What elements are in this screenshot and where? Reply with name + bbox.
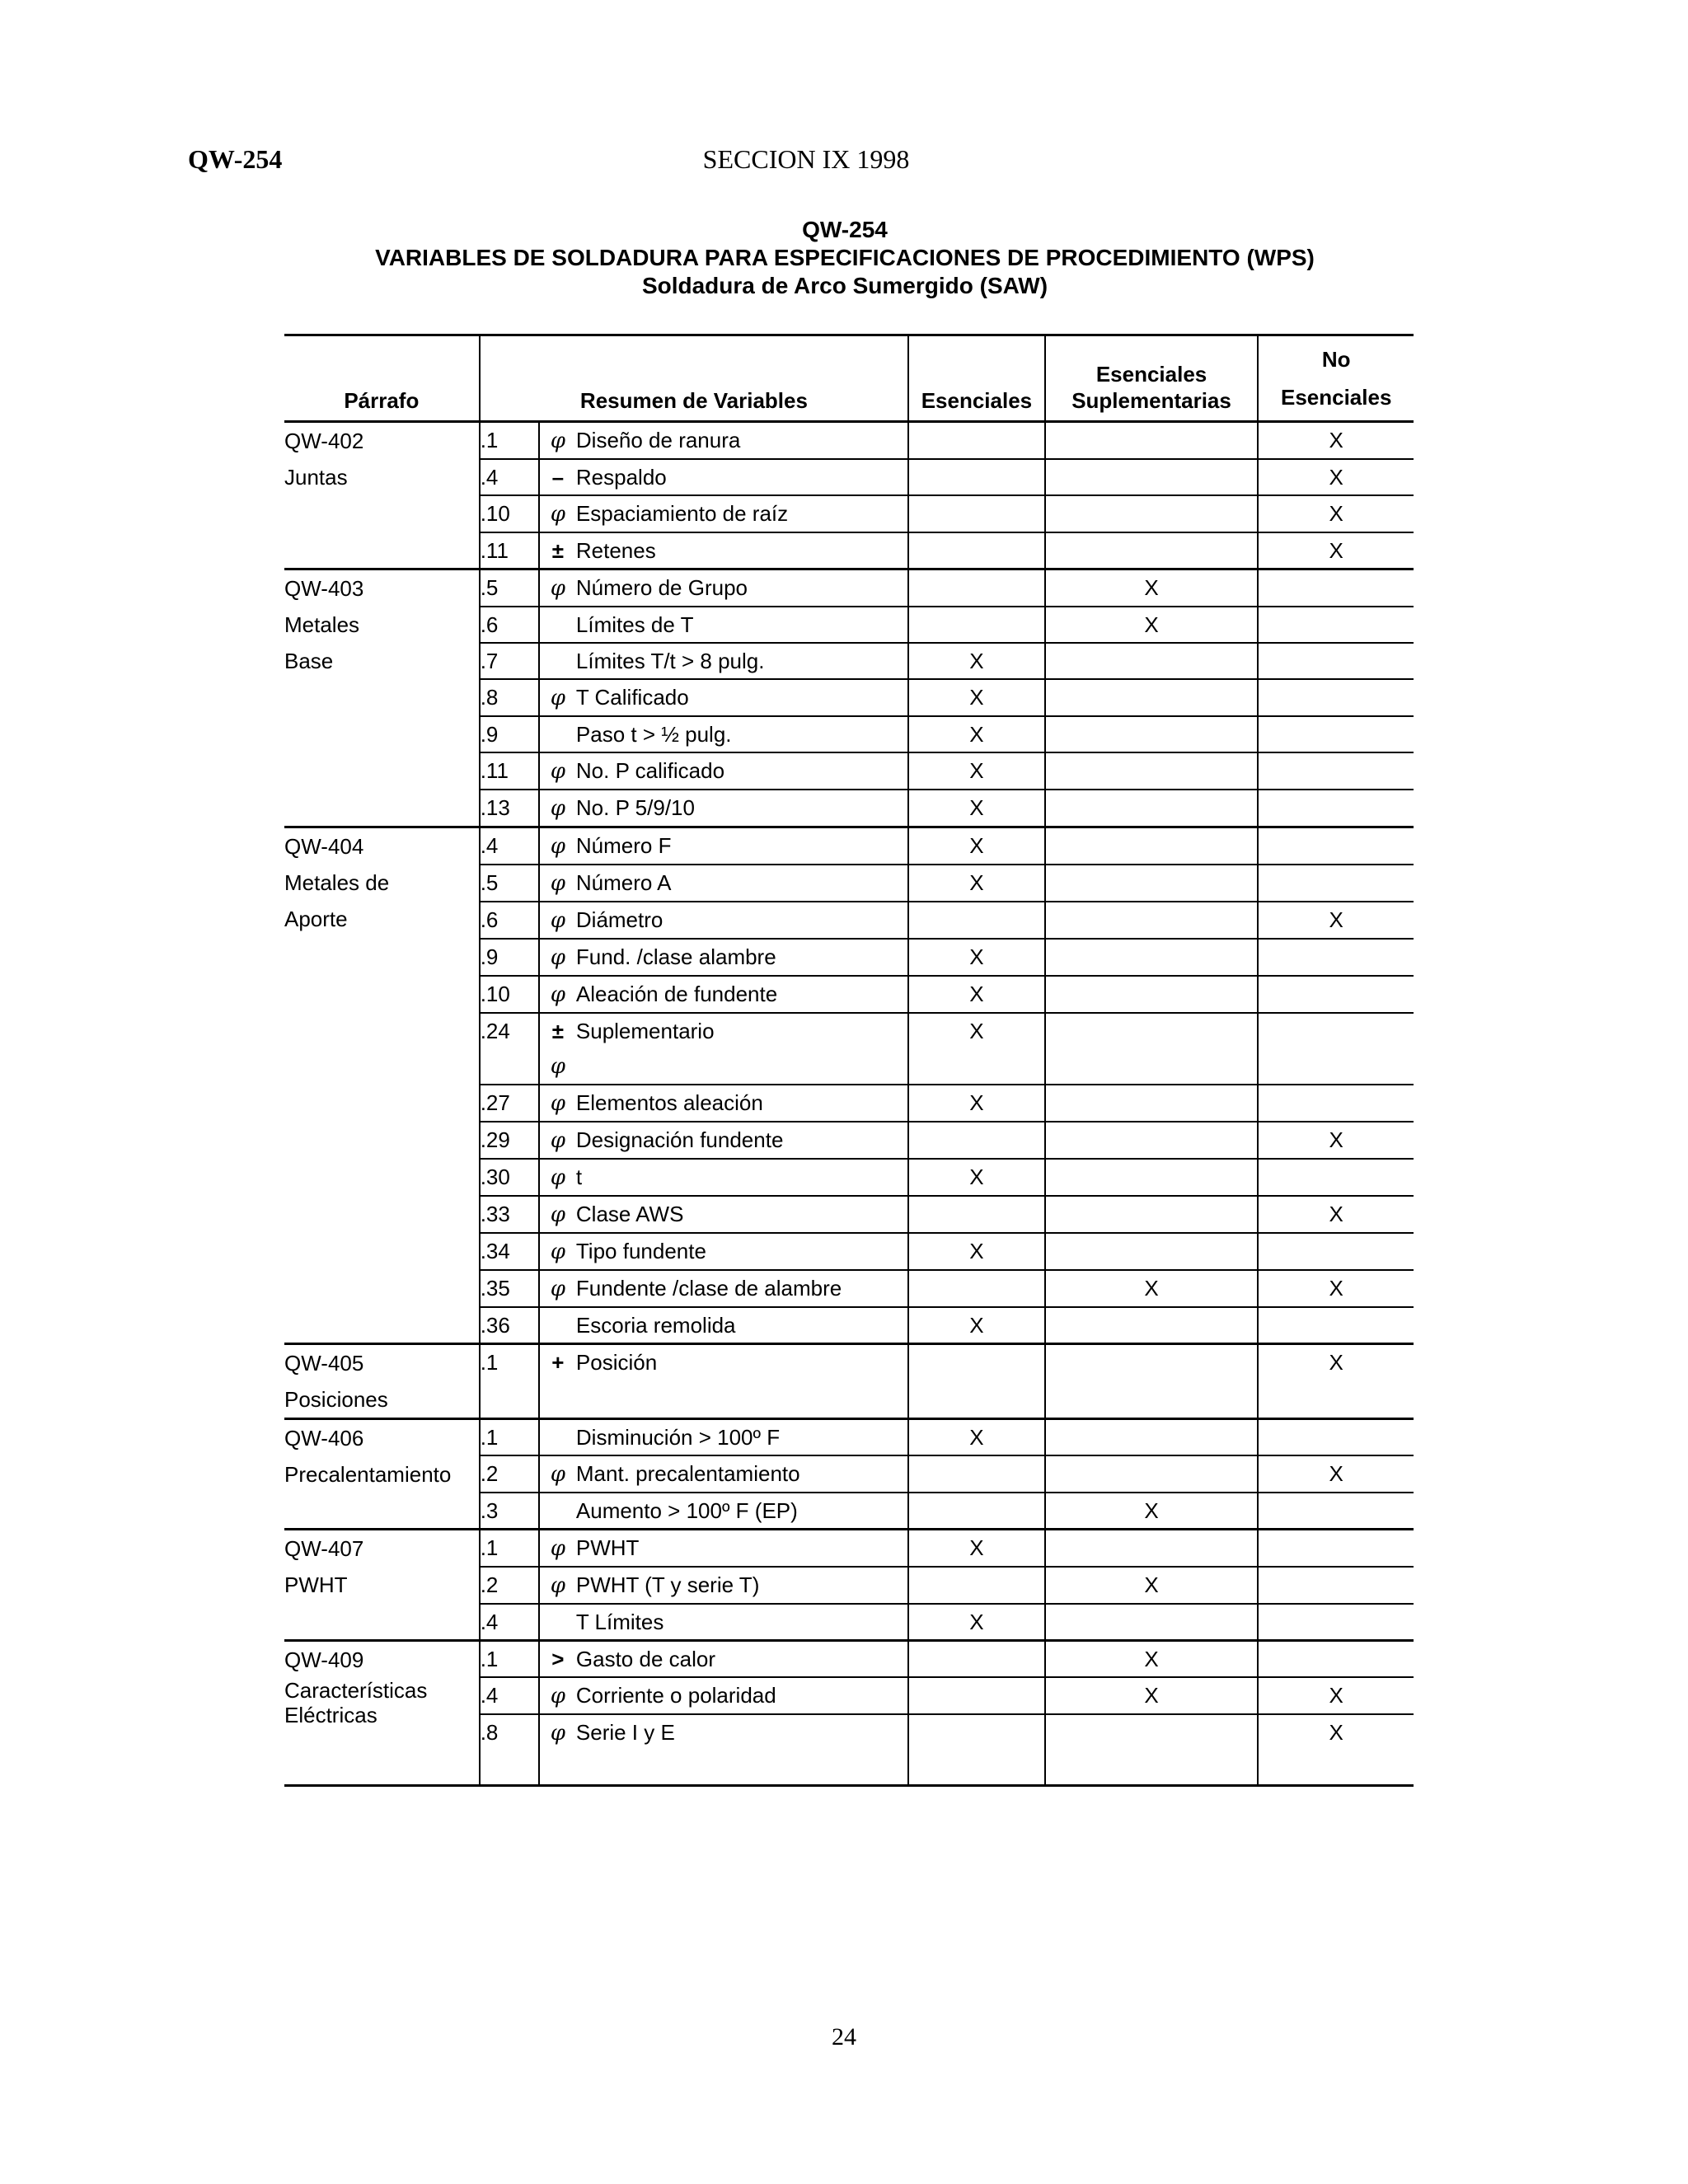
supplementary-mark	[1045, 1196, 1259, 1233]
nonessential-mark	[1258, 1307, 1414, 1344]
change-symbol-icon: φ	[550, 1054, 565, 1079]
nonessential-mark: X	[1258, 495, 1414, 532]
paragraph-line: Juntas	[284, 465, 348, 490]
supplementary-mark: X	[1045, 1641, 1259, 1678]
variable-number: .35	[480, 1270, 539, 1307]
essential-mark	[908, 1714, 1044, 1786]
essential-mark	[908, 1455, 1044, 1493]
supplementary-mark	[1045, 976, 1259, 1013]
variable-number: .6	[480, 902, 539, 939]
paragraph-line: Características Eléctricas	[284, 1678, 428, 1727]
variable-summary	[539, 532, 908, 569]
essential-mark: X	[908, 1307, 1044, 1344]
nonessential-mark	[1258, 1085, 1414, 1122]
variable-text: No. P 5/9/10	[575, 795, 695, 820]
variable-summary	[539, 976, 908, 1013]
variable-text: Suplementario	[575, 1019, 715, 1043]
paragraph-line: Metales	[284, 612, 360, 637]
variable-number: .8	[480, 679, 539, 716]
nonessential-mark	[1258, 716, 1414, 752]
supplementary-mark: X	[1045, 1677, 1259, 1714]
essential-mark	[908, 422, 1044, 460]
variable-number: .4	[480, 827, 539, 865]
variable-text: Retenes	[575, 538, 656, 563]
variable-summary	[539, 1530, 908, 1568]
variable-text: Espaciamiento de raíz	[575, 501, 789, 526]
essential-mark	[908, 495, 1044, 532]
nonessential-mark	[1258, 569, 1414, 607]
table-title: VARIABLES DE SOLDADURA PARA ESPECIFICACIONES DE PROCEDIMIENTO (WPS)	[375, 245, 1315, 270]
supplementary-mark: X	[1045, 569, 1259, 607]
variable-number: .13	[480, 790, 539, 827]
variable-number: .1	[480, 1344, 539, 1419]
variable-number: .5	[480, 865, 539, 902]
essential-mark	[908, 1344, 1044, 1419]
supplementary-mark	[1045, 865, 1259, 902]
change-symbol-icon: φ	[550, 871, 565, 896]
variable-number: .11	[480, 532, 539, 569]
essential-mark: X	[908, 1013, 1044, 1085]
running-head-code: QW-254	[188, 144, 283, 174]
essential-mark: X	[908, 790, 1044, 827]
variable-text: Fundente /clase de alambre	[575, 1276, 842, 1301]
variable-text: t	[575, 1165, 583, 1189]
supplementary-mark	[1045, 422, 1259, 460]
variable-summary	[539, 865, 908, 902]
variable-text: No. P calificado	[575, 758, 725, 783]
paragraph-cell	[284, 1419, 480, 1530]
supplementary-mark	[1045, 1419, 1259, 1456]
variable-text: Designación fundente	[575, 1127, 784, 1152]
table-row	[284, 569, 1414, 607]
variable-summary	[539, 1307, 908, 1344]
essential-mark	[908, 1567, 1044, 1604]
essential-mark	[908, 1677, 1044, 1714]
essential-mark: X	[908, 1233, 1044, 1270]
nonessential-mark	[1258, 827, 1414, 865]
header-supplementary-line1: Esenciales	[1095, 362, 1207, 387]
variable-text: PWHT	[575, 1535, 640, 1560]
essential-mark: X	[908, 827, 1044, 865]
supplementary-mark: X	[1045, 1493, 1259, 1530]
supplementary-mark	[1045, 1530, 1259, 1568]
supplementary-mark	[1045, 902, 1259, 939]
nonessential-mark	[1258, 752, 1414, 790]
paragraph-line: Metales de	[284, 870, 390, 895]
nonessential-mark	[1258, 607, 1414, 643]
table-row	[284, 1344, 1414, 1419]
nonessential-mark: X	[1258, 1344, 1414, 1419]
variable-summary	[539, 1344, 908, 1419]
paragraph-line: QW-407	[284, 1536, 364, 1561]
variable-text: Tipo fundente	[575, 1239, 706, 1263]
table-body	[284, 422, 1414, 1786]
change-symbol-icon: φ	[550, 1536, 565, 1561]
supplementary-mark	[1045, 1455, 1259, 1493]
nonessential-mark	[1258, 1233, 1414, 1270]
variable-text: Disminución > 100º F	[575, 1425, 781, 1450]
paragraph-line: PWHT	[284, 1572, 348, 1597]
supplementary-mark	[1045, 1604, 1259, 1641]
variable-number: .10	[480, 495, 539, 532]
nonessential-mark	[1258, 939, 1414, 976]
header-supplementary	[1045, 335, 1259, 422]
paragraph-line: QW-406	[284, 1426, 364, 1451]
variable-text: Límites de T	[575, 612, 694, 637]
change-symbol-icon: +	[551, 1350, 565, 1375]
essential-mark	[908, 902, 1044, 939]
header-nonessential	[1258, 335, 1414, 422]
change-symbol-icon: φ	[550, 576, 565, 601]
variable-text: Posición	[575, 1350, 658, 1375]
header-essential: Esenciales	[908, 335, 1044, 422]
variable-text: Mant. precalentamiento	[575, 1461, 800, 1486]
variable-summary	[539, 1455, 908, 1493]
essential-mark	[908, 1493, 1044, 1530]
variable-summary	[539, 1013, 908, 1085]
variable-summary	[539, 1085, 908, 1122]
nonessential-mark: X	[1258, 1196, 1414, 1233]
variable-text: PWHT (T y serie T)	[575, 1572, 760, 1597]
variable-number: .24	[480, 1013, 539, 1085]
variable-number: .34	[480, 1233, 539, 1270]
variable-text: Aumento > 100º F (EP)	[575, 1498, 798, 1523]
variable-text: Número F	[575, 833, 672, 858]
supplementary-mark	[1045, 459, 1259, 495]
change-symbol-icon: φ	[550, 1721, 565, 1746]
variable-number: .4	[480, 459, 539, 495]
variable-text: Aleación de fundente	[575, 982, 778, 1006]
change-symbol-icon: φ	[550, 1091, 565, 1116]
essential-mark	[908, 532, 1044, 569]
change-symbol-icon: φ	[550, 429, 565, 453]
paragraph-line: Aporte	[284, 907, 348, 931]
nonessential-mark	[1258, 1567, 1414, 1604]
paragraph-cell	[284, 1344, 480, 1419]
variable-summary	[539, 752, 908, 790]
variable-number: .9	[480, 939, 539, 976]
variable-summary	[539, 1714, 908, 1786]
running-head-section: SECCION IX 1998	[702, 144, 910, 174]
variable-number: .27	[480, 1085, 539, 1122]
change-symbol-icon: φ	[550, 759, 565, 784]
nonessential-mark: X	[1258, 1122, 1414, 1159]
table-header-row	[284, 335, 1414, 422]
change-symbol-icon: φ	[550, 796, 565, 821]
paragraph-line: QW-404	[284, 834, 364, 859]
table-subtitle: Soldadura de Arco Sumergido (SAW)	[641, 273, 1048, 298]
nonessential-mark: X	[1258, 422, 1414, 460]
variable-number: .30	[480, 1159, 539, 1196]
variable-number: .10	[480, 976, 539, 1013]
variable-number: .4	[480, 1677, 539, 1714]
variable-summary	[539, 607, 908, 643]
essential-mark	[908, 607, 1044, 643]
header-supplementary-line2: Suplementarias	[1071, 388, 1231, 413]
essential-mark	[908, 459, 1044, 495]
table-code: QW-254	[802, 217, 888, 242]
variable-number: .33	[480, 1196, 539, 1233]
variable-text: Serie I y E	[575, 1720, 675, 1745]
running-head	[188, 144, 1424, 185]
nonessential-mark: X	[1258, 1455, 1414, 1493]
supplementary-mark	[1045, 1085, 1259, 1122]
essential-mark: X	[908, 939, 1044, 976]
supplementary-mark	[1045, 495, 1259, 532]
supplementary-mark	[1045, 1159, 1259, 1196]
variable-number: .4	[480, 1604, 539, 1641]
nonessential-mark	[1258, 1159, 1414, 1196]
nonessential-mark	[1258, 865, 1414, 902]
essential-mark	[908, 1270, 1044, 1307]
change-symbol-icon: φ	[550, 1202, 565, 1227]
variable-text: Paso t > ½ pulg.	[575, 722, 732, 747]
table-row	[284, 1530, 1414, 1568]
change-symbol-icon: φ	[550, 1128, 565, 1153]
change-symbol-icon: φ	[550, 1684, 565, 1708]
variable-summary	[539, 1604, 908, 1641]
paragraph-line: QW-409	[284, 1647, 364, 1672]
variable-number: .6	[480, 607, 539, 643]
essential-mark	[908, 1196, 1044, 1233]
paragraph-line: Precalentamiento	[284, 1462, 452, 1487]
variable-number: .1	[480, 422, 539, 460]
table-row	[284, 827, 1414, 865]
variable-text: Elementos aleación	[575, 1090, 763, 1115]
variable-number: .7	[480, 643, 539, 679]
variable-summary	[539, 1196, 908, 1233]
change-symbol-icon: φ	[550, 834, 565, 859]
variable-number: .9	[480, 716, 539, 752]
change-symbol-icon: φ	[550, 686, 565, 710]
variable-number: .2	[480, 1455, 539, 1493]
variable-number: .1	[480, 1641, 539, 1678]
paragraph-line: QW-402	[284, 429, 364, 453]
supplementary-mark	[1045, 1714, 1259, 1786]
change-symbol-icon: φ	[550, 1165, 565, 1190]
variable-summary	[539, 1641, 908, 1678]
page-number: 24	[832, 2023, 856, 2050]
table-row	[284, 1419, 1414, 1456]
nonessential-mark	[1258, 679, 1414, 716]
nonessential-mark	[1258, 1641, 1414, 1678]
variable-text: Escoria remolida	[575, 1313, 736, 1338]
supplementary-mark	[1045, 752, 1259, 790]
change-symbol-icon: φ	[550, 1462, 565, 1487]
essential-mark: X	[908, 1159, 1044, 1196]
paragraph-cell	[284, 827, 480, 1344]
change-symbol-icon: φ	[550, 908, 565, 933]
variable-number: .29	[480, 1122, 539, 1159]
paragraph-line: Base	[284, 649, 334, 673]
essential-mark: X	[908, 1419, 1044, 1456]
variable-summary	[539, 459, 908, 495]
variable-summary	[539, 569, 908, 607]
change-symbol-icon: ±	[551, 538, 565, 563]
essential-mark: X	[908, 976, 1044, 1013]
paragraph-cell	[284, 422, 480, 569]
supplementary-mark	[1045, 643, 1259, 679]
change-symbol-icon: φ	[550, 982, 565, 1007]
change-symbol-icon: φ	[550, 1277, 565, 1301]
change-symbol-icon: φ	[550, 502, 565, 527]
variable-text: Número de Grupo	[575, 575, 748, 600]
essential-mark: X	[908, 1604, 1044, 1641]
essential-mark	[908, 1122, 1044, 1159]
variable-summary	[539, 643, 908, 679]
variable-summary	[539, 1493, 908, 1530]
change-symbol-icon: >	[551, 1647, 565, 1671]
variable-text: Gasto de calor	[575, 1647, 715, 1671]
variable-summary	[539, 1419, 908, 1456]
change-symbol-icon: –	[551, 465, 565, 490]
variable-text: Clase AWS	[575, 1202, 684, 1226]
supplementary-mark: X	[1045, 1270, 1259, 1307]
essential-mark: X	[908, 716, 1044, 752]
variable-summary	[539, 716, 908, 752]
variable-summary	[539, 1270, 908, 1307]
variable-number: .2	[480, 1567, 539, 1604]
supplementary-mark: X	[1045, 607, 1259, 643]
variable-number: .5	[480, 569, 539, 607]
variable-summary	[539, 679, 908, 716]
supplementary-mark	[1045, 1344, 1259, 1419]
supplementary-mark	[1045, 1122, 1259, 1159]
nonessential-mark	[1258, 1419, 1414, 1456]
essential-mark: X	[908, 752, 1044, 790]
variable-summary	[539, 902, 908, 939]
essential-mark: X	[908, 679, 1044, 716]
nonessential-mark: X	[1258, 1270, 1414, 1307]
supplementary-mark	[1045, 939, 1259, 976]
supplementary-mark	[1045, 1233, 1259, 1270]
paragraph-cell	[284, 1641, 480, 1786]
nonessential-mark: X	[1258, 459, 1414, 495]
variable-summary	[539, 1233, 908, 1270]
variable-text: Diseño de ranura	[575, 428, 741, 452]
nonessential-mark: X	[1258, 1714, 1414, 1786]
header-nonessential-line1: No	[1321, 347, 1351, 372]
variable-text: Límites T/t > 8 pulg.	[575, 649, 765, 673]
variable-text: T Límites	[575, 1610, 664, 1634]
supplementary-mark	[1045, 532, 1259, 569]
variable-text: T Calificado	[575, 685, 689, 710]
supplementary-mark	[1045, 790, 1259, 827]
nonessential-mark	[1258, 643, 1414, 679]
supplementary-mark	[1045, 1307, 1259, 1344]
variable-summary	[539, 1159, 908, 1196]
table-row	[284, 1641, 1414, 1678]
nonessential-mark	[1258, 1530, 1414, 1568]
variables-table	[284, 334, 1414, 1787]
change-symbol-icon: ±	[551, 1019, 565, 1043]
variable-summary	[539, 939, 908, 976]
paragraph-line: Posiciones	[284, 1387, 388, 1412]
variable-summary	[539, 1677, 908, 1714]
variable-text: Diámetro	[575, 907, 663, 932]
variable-text: Número A	[575, 870, 672, 895]
paragraph-cell	[284, 1530, 480, 1641]
variable-number: .1	[480, 1419, 539, 1456]
essential-mark	[908, 1641, 1044, 1678]
essential-mark: X	[908, 643, 1044, 679]
nonessential-mark	[1258, 1013, 1414, 1085]
variable-number: .8	[480, 1714, 539, 1786]
header-summary: Resumen de Variables	[480, 335, 909, 422]
variable-number: .1	[480, 1530, 539, 1568]
nonessential-mark	[1258, 1493, 1414, 1530]
nonessential-mark	[1258, 1604, 1414, 1641]
change-symbol-icon: φ	[550, 945, 565, 970]
change-symbol-icon: φ	[550, 1240, 565, 1264]
variable-summary	[539, 1122, 908, 1159]
header-nonessential-line2: Esenciales	[1280, 385, 1392, 410]
change-symbol-icon: φ	[550, 1573, 565, 1598]
supplementary-mark	[1045, 679, 1259, 716]
variable-summary	[539, 1567, 908, 1604]
supplementary-mark	[1045, 827, 1259, 865]
essential-mark: X	[908, 1530, 1044, 1568]
nonessential-mark: X	[1258, 532, 1414, 569]
nonessential-mark: X	[1258, 1677, 1414, 1714]
paragraph-line: QW-405	[284, 1351, 364, 1376]
nonessential-mark	[1258, 790, 1414, 827]
table-titles	[280, 216, 1409, 300]
variable-number: .36	[480, 1307, 539, 1344]
variable-number: .3	[480, 1493, 539, 1530]
nonessential-mark	[1258, 976, 1414, 1013]
variable-text: Respaldo	[575, 465, 667, 490]
variable-summary	[539, 827, 908, 865]
variable-summary	[539, 422, 908, 460]
paragraph-line: QW-403	[284, 576, 364, 601]
variable-text: Fund. /clase alambre	[575, 944, 776, 969]
essential-mark: X	[908, 865, 1044, 902]
essential-mark: X	[908, 1085, 1044, 1122]
supplementary-mark: X	[1045, 1567, 1259, 1604]
variable-summary	[539, 790, 908, 827]
variable-number: .11	[480, 752, 539, 790]
nonessential-mark: X	[1258, 902, 1414, 939]
supplementary-mark	[1045, 716, 1259, 752]
header-paragraph: Párrafo	[284, 335, 480, 422]
essential-mark	[908, 569, 1044, 607]
supplementary-mark	[1045, 1013, 1259, 1085]
variable-summary	[539, 495, 908, 532]
variable-text: Corriente o polaridad	[575, 1683, 776, 1708]
paragraph-cell	[284, 569, 480, 827]
table-row	[284, 422, 1414, 460]
